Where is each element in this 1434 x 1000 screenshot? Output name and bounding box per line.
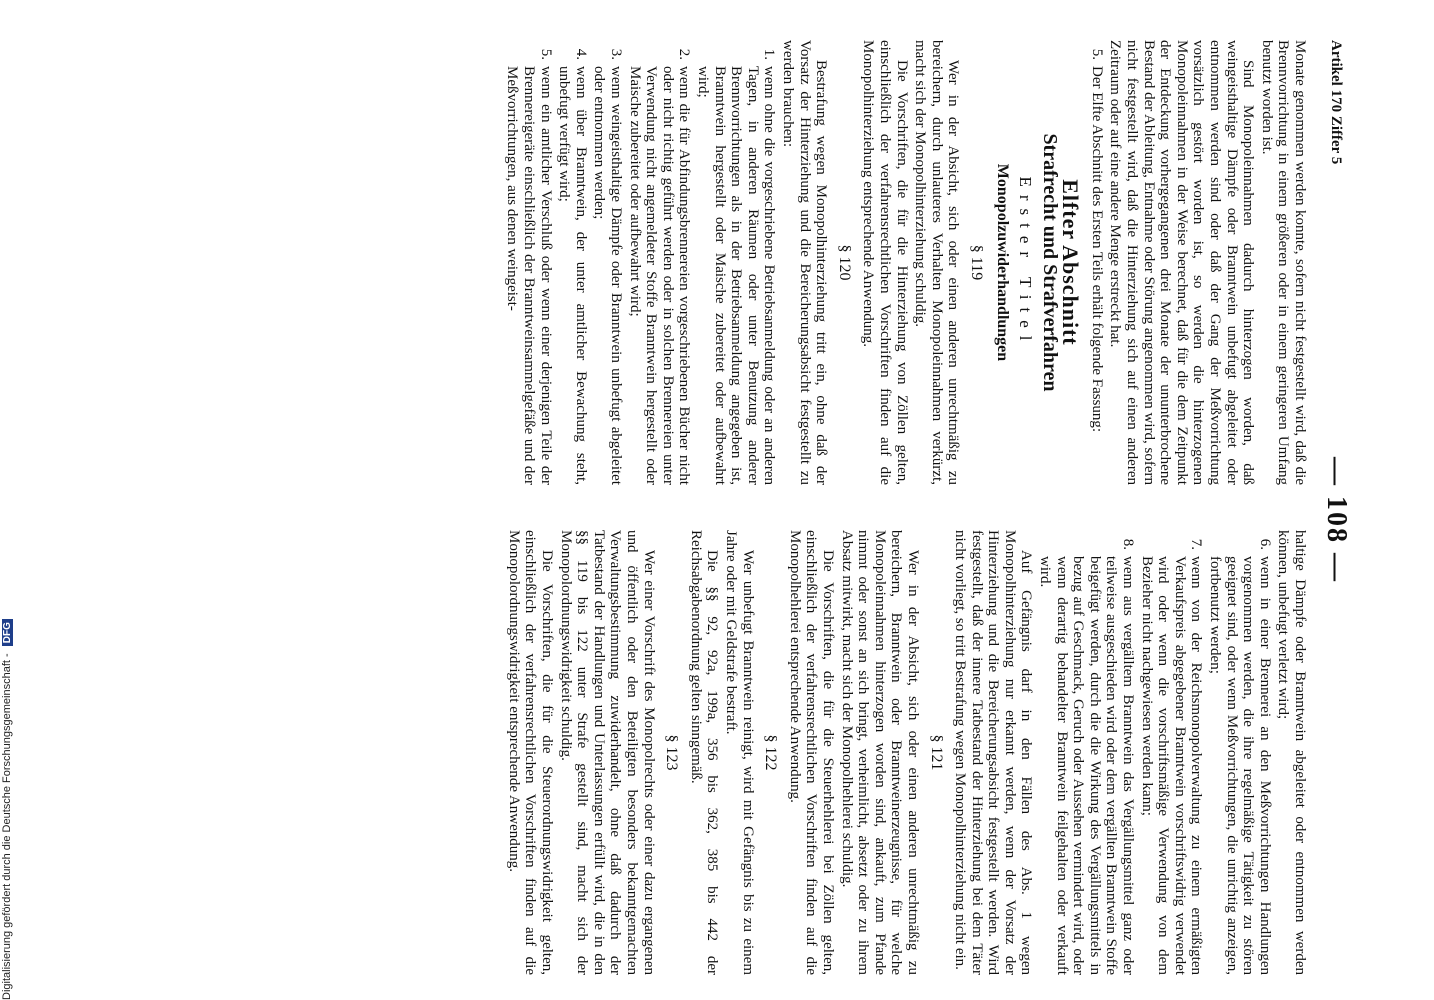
list-item-text: wenn weingeisthaltige Dämpfe oder Branntwein unbefugt abgeleitet oder entnommen werden; — [591, 66, 625, 485]
list-item-text: wenn aus vergälltem Branntwein das Vergällungsmittel ganz oder teilweise ausgeschieden wird oder dem vergällten Branntwein Stoffe beigefügt werden, durch die die Wirkung des Vergällungsmittels in bezug auf Geschmack, Geruch oder Aussehen vermindert wird, oder wenn derartig behandelter Branntwein feilgehalten oder verkauft wird. — [1037, 556, 1137, 975]
list-item-text: wenn über Branntwein, der unter amtlicher Bewachung steht, unbefugt verfügt wird; — [556, 66, 589, 485]
section-title: Elfter Abschnitt — [1058, 179, 1084, 346]
list-item: 1. wenn ohne die vorgeschriebene Betriebsanmeldung oder an anderen Tagen, in anderen Räumen oder unter Benutzung anderer Brennvorrichtungen als in der Betriebsanmeldung angegeben ist, Branntwein hergestellt oder Maische zubereitet oder aufbewahrt wird; — [695, 48, 778, 485]
paragraph: Wer einer Vorschrift des Monopolrechts oder einer dazu ergangenen und öffentlich oder den Beteiligten besonders bekanntgemachten Verwaltungsbestimmung zuwiderhandelt, ohne daß dadurch der Tatbestand der Handlungen und Unterlassungen erfüllt wird, die in den §§ 119 bis 122 unter Strafe gestellt sind, macht sich der Monopolordnungswidrigkeit schuldig. — [557, 530, 657, 975]
left-column — [502, 40, 1308, 485]
list-item-text: wenn in einer Brennerei an den Meßvorrichtungen Handlungen vorgenommen werden, die ihre regelmäßige Tätigkeit zu stören geeignet sind, oder wenn Meßvorrichtungen, die unrichtig anzeigen, fortbenutzt werden; — [1207, 556, 1273, 975]
list-item: 4. wenn über Branntwein, der unter amtlicher Bewachung steht, unbefugt verfügt wird; — [556, 48, 589, 485]
paragraph: Die Vorschriften, die für die Hinterziehung von Zöllen gelten, einschließlich der verfahrensrechtlichen Vorschriften finden auf die Monopolhinterziehung entsprechende Anwendung. — [860, 40, 910, 485]
section-heading-122: § 122 — [762, 734, 780, 771]
paragraph: haltige Dämpfe oder Branntwein abgeleitet oder entnommen werden können, unbefugt verletzt wird; — [1275, 530, 1308, 975]
page-number: — 108 — — [1321, 457, 1352, 583]
paragraph: Die Vorschriften, die für die Steuerhehlerei bei Zöllen gelten, einschließlich der verfahrensrechtlichen Vorschriften finden auf die Monopolhehlerei entsprechende Anwendung. — [786, 530, 836, 975]
paragraph: Die Vorschriften, die für die Steuerordnungswidrigkeit gelten, einschließlich der verfahrensrechtlichen Vorschriften finden auf die Monopolordnungswidrigkeit entsprechende Anwendung. — [505, 530, 556, 975]
list-item: 8. wenn aus vergälltem Branntwein das Vergällungsmittel ganz oder teilweise ausgeschieden wird oder dem vergällten Branntwein Stoffe beigefügt werden, durch die die Wirkung des Vergällungsmittels in bezug auf Geschmack, Geruch oder Aussehen vermindert wird, oder wenn derartig behandelter Branntwein feilgehalten oder verkauft wird. — [1037, 538, 1137, 975]
paragraph: Bestrafung wegen Monopolhinterziehung tritt ein, ohne daß der Vorsatz der Hinterziehung und die Bereicherungsabsicht festgestellt zu werden brauchen: — [779, 40, 830, 485]
list-item: 5. wenn ein amtlicher Verschluß oder wenn einer derjenigen Teile der Brennereigeräte einschließlich der Branntweinsammelgefäße und der Meßvorrichtungen, aus denen weingeist- — [504, 48, 554, 485]
rotated-page — [122, 40, 1352, 1000]
list-item-text: wenn die für Abfindungsbrennereien vorgeschriebenen Bücher nicht oder nicht richtig geführt werden oder in solchen Brennereien unter Verwendung nicht angemeldeter Stoffe Branntwein hergestellt oder Maische zubereitet oder aufbewahrt wird; — [626, 66, 693, 485]
paragraph: Wer unbefugt Branntwein reinigt, wird mit Gefängnis bis zu einem Jahre oder mit Geldstrafe bestraft. — [723, 530, 756, 975]
list-item: 7. wenn von der Reichsmonopolverwaltung zu einem ermäßigten Verkaufspreis abgegebener Branntwein vorschriftswidrig verwendet wird oder wenn die vorschriftsmäßige Verwendung von dem Bezieher nicht nachgewiesen werden kann; — [1138, 538, 1205, 975]
section-subtitle: Strafrecht und Strafverfahren — [1038, 133, 1061, 392]
paragraph: Wer in der Absicht, sich oder einen anderen unrechtmäßig zu bereichern, Branntwein oder Branntweinerzeugnisse, für welche Monopoleinnahmen hinterzogen worden sind, ankauft, zum Pfande nimmt oder sonst an sich bringt, verheimlicht, absetzt oder zu ihrem Absatz mitwirkt, macht sich der Monopolhehlerei schuldig. — [838, 530, 921, 975]
section-heading-121: § 121 — [927, 734, 945, 771]
list-item: 2. wenn die für Abfindungsbrennereien vorgeschriebenen Bücher nicht oder nicht richtig geführt werden oder in solchen Brennereien unter Verwendung nicht angemeldeter Stoffe Branntwein hergestellt oder Maische zubereitet oder aufbewahrt wird; — [626, 48, 693, 485]
section-heading-119: § 119 — [967, 244, 985, 281]
paragraph: Wer in der Absicht, sich oder einen anderen unrechtmäßig zu bereichern, durch unlauteres Verhalten Monopoleinnahmen verkürzt, macht sich der Monopolhinterziehung schuldig. — [912, 40, 962, 485]
page-header — [1312, 40, 1352, 1000]
article-reference: Artikel 170 Ziffer 5 — [1328, 40, 1344, 165]
dfg-logo: DFG — [2, 619, 13, 646]
list-item-text: Der Elfte Abschnitt des Ersten Teils erhält folgende Fassung: — [1088, 66, 1105, 433]
list-item-text: wenn ohne die vorgeschriebene Betriebsanmeldung oder an anderen Tagen, in anderen Räumen oder unter Benutzung anderer Brennvorrichtungen als in der Betriebsanmeldung angegeben ist, Branntwein hergestellt oder Maische zubereitet oder aufbewahrt wird; — [695, 66, 778, 485]
paragraph: Sind Monopoleinnahmen dadurch hinterzogen worden, daß weingeisthaltige Dämpfe oder Branntwein unbefugt abgeleitet oder entnommen werden sind oder daß der Gang der Meßvorrichtung vorsätzlich gestört worden ist, so werden die hinterzogenen Monopoleinnahmen in der Weise berechnet, daß für die dem Zeitpunkt der Entdeckung vorhergegangenen drei Monate der ununterbrochene Bestand der Ableitung, Entnahme oder Störung angenommen wird, sofern nicht festgestellt wird, daß die Hinterziehung sich auf einen anderen Zeitraum oder auf eine andere Menge erstreckt hat. — [1107, 40, 1257, 485]
digitization-footer — [1, 619, 13, 1000]
section-heading-123: § 123 — [663, 734, 681, 771]
right-column — [503, 530, 1308, 975]
footer-text: Digitalisierung gefördert durch die Deutsche Forschungsgemeinschaft - — [1, 653, 13, 1000]
list-item: 3. wenn weingeisthaltige Dämpfe oder Branntwein unbefugt abgeleitet oder entnommen werden; — [591, 48, 625, 485]
title-heading: Erster Titel — [1016, 176, 1036, 349]
list-item: 6. wenn in einer Brennerei an den Meßvorrichtungen Handlungen vorgenommen werden, die ihre regelmäßige Tätigkeit zu stören geeignet sind, oder wenn Meßvorrichtungen, die unrichtig anzeigen, fortbenutzt werden; — [1207, 538, 1273, 975]
list-item-text: wenn von der Reichsmonopolverwaltung zu einem ermäßigten Verkaufspreis abgegebener Branntwein vorschriftswidrig verwendet wird oder wenn die vorschriftsmäßige Verwendung von dem Bezieher nicht nachgewiesen werden kann; — [1138, 556, 1205, 975]
title-subheading: Monopolzuwiderhandlungen — [994, 163, 1012, 362]
paragraph: Monate genommen werden konnte, sofern nicht festgestellt wird, daß die Brennvorrichtung in einem größeren oder in einem geringeren Umfang benutzt worden ist. — [1258, 40, 1308, 485]
paragraph: Die §§ 92, 92a, 199a, 356 bis 362, 385 bis 442 der Reichsabgabenordnung gelten sinngemäß. — [687, 530, 721, 975]
paragraph: Auf Gefängnis darf in den Fällen des Abs. 1 wegen Monopolhinterziehung nur erkannt werden, wenn der Vorsatz der Hinterziehung und die Bereicherungsabsicht festgestellt werden. Wird festgestellt, daß der innere Tatbestand der Hinterziehung bei dem Täter nicht vorliegt, so tritt Bestrafung wegen Monopolhinterziehung nicht ein. — [952, 530, 1035, 975]
list-item: 5. Der Elfte Abschnitt des Ersten Teils erhält folgende Fassung: — [1088, 40, 1105, 485]
section-heading-120: § 120 — [835, 244, 853, 281]
list-item-text: wenn ein amtlicher Verschluß oder wenn einer derjenigen Teile der Brennereigeräte einschließlich der Branntweinsammelgefäße und der Meßvorrichtungen, aus denen weingeist- — [504, 66, 554, 485]
